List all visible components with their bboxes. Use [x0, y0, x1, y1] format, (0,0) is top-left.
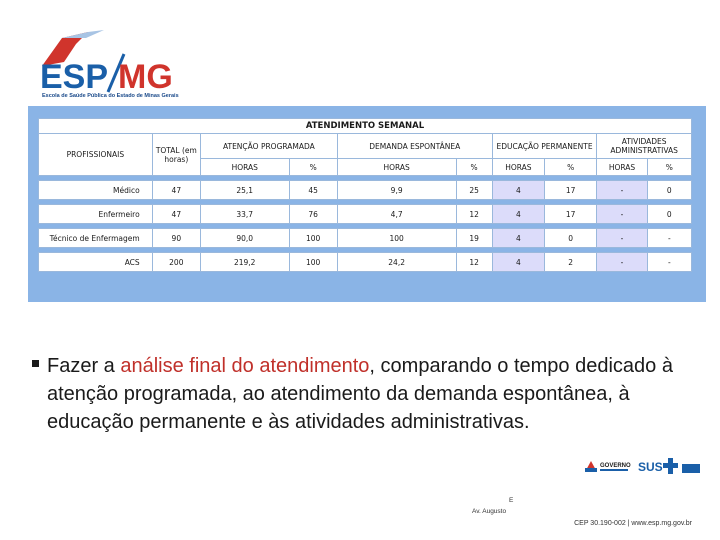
cell-programada-pct: 45	[289, 181, 337, 200]
cell-administrativas-pct: -	[647, 229, 691, 248]
governo-logo	[583, 458, 631, 474]
cell-administrativas-pct: 0	[647, 205, 691, 224]
governo-logo-graphic	[583, 458, 631, 474]
cell-profissional: Enfermeiro	[39, 205, 153, 224]
subheader-pct: %	[456, 159, 492, 176]
subheader-horas: HORAS	[200, 159, 289, 176]
sus-text: SUS	[638, 460, 663, 474]
sus-block-shape	[682, 464, 700, 473]
header-demanda-espontanea: DEMANDA ESPONTÂNEA	[337, 134, 492, 159]
header-atividades-administrativas: ATIVIDADES ADMINISTRATIVAS	[597, 134, 692, 159]
cell-educacao-pct: 17	[545, 205, 597, 224]
subheader-horas: HORAS	[337, 159, 456, 176]
cell-profissional: Médico	[39, 181, 153, 200]
esp-mg-logo-graphic	[36, 22, 186, 102]
logo-mg-text: MG	[118, 58, 173, 96]
governo-underline	[600, 469, 628, 471]
cell-programada-horas: 25,1	[200, 181, 289, 200]
table-row	[39, 253, 692, 272]
cell-programada-pct: 100	[289, 229, 337, 248]
cell-espontanea-horas: 24,2	[337, 253, 456, 272]
table-row	[39, 205, 692, 224]
bullet-text-start: Fazer a	[47, 355, 121, 377]
cell-espontanea-horas: 9,9	[337, 181, 456, 200]
header-total: TOTAL (em horas)	[152, 134, 200, 176]
header-atencao-programada: ATENÇÃO PROGRAMADA	[200, 134, 337, 159]
bullet-highlight: análise final do atendimento	[120, 355, 370, 377]
attendance-table-panel	[28, 106, 706, 302]
cell-espontanea-horas: 4,7	[337, 205, 456, 224]
cell-profissional: Técnico de Enfermagem	[39, 229, 153, 248]
cell-administrativas-horas: -	[597, 253, 647, 272]
cell-programada-horas: 90,0	[200, 229, 289, 248]
attendance-table	[38, 118, 692, 272]
bullet-text-end: , comparando o tempo dedicado à atenção programada, ao atendimento da demanda espontânea, à educação permanente e às atividades administrativas.	[47, 355, 673, 433]
logo-swoosh-shape	[62, 30, 104, 38]
subheader-pct: %	[289, 159, 337, 176]
footer-address: CEP 30.190-002 | www.esp.mg.gov.br	[574, 520, 692, 527]
cell-programada-horas: 219,2	[200, 253, 289, 272]
cell-total: 200	[152, 253, 200, 272]
cell-espontanea-horas: 100	[337, 229, 456, 248]
footer-letter: E	[509, 497, 514, 504]
header-educacao-permanente: EDUCAÇÃO PERMANENTE	[492, 134, 597, 159]
table-header-row	[39, 134, 692, 159]
governo-base-shape	[585, 468, 597, 472]
cell-total: 90	[152, 229, 200, 248]
footer-street: Av. Augusto	[472, 508, 507, 515]
cell-espontanea-pct: 25	[456, 181, 492, 200]
cell-profissional: ACS	[39, 253, 153, 272]
subheader-horas: HORAS	[597, 159, 647, 176]
bullet-body	[47, 352, 692, 436]
cell-educacao-pct: 0	[545, 229, 597, 248]
cell-educacao-horas: 4	[492, 229, 544, 248]
header-profissionais: PROFISSIONAIS	[39, 134, 153, 176]
cell-administrativas-pct: 0	[647, 181, 691, 200]
table-title: ATENDIMENTO SEMANAL	[39, 119, 692, 134]
cell-espontanea-pct: 12	[456, 253, 492, 272]
cell-educacao-horas: 4	[492, 205, 544, 224]
cell-administrativas-horas: -	[597, 205, 647, 224]
cell-total: 47	[152, 181, 200, 200]
bullet-paragraph	[32, 352, 692, 436]
subheader-pct: %	[545, 159, 597, 176]
table-row	[39, 229, 692, 248]
table-row	[39, 181, 692, 200]
subheader-pct: %	[647, 159, 691, 176]
logo-esp-text: ESP	[40, 58, 109, 96]
cell-administrativas-horas: -	[597, 181, 647, 200]
sus-logo-graphic	[638, 456, 702, 476]
governo-text: GOVERNO	[600, 463, 631, 469]
cell-espontanea-pct: 19	[456, 229, 492, 248]
cell-espontanea-pct: 12	[456, 205, 492, 224]
cell-administrativas-horas: -	[597, 229, 647, 248]
sus-cross-bar	[663, 463, 678, 468]
cell-programada-pct: 100	[289, 253, 337, 272]
cell-total: 47	[152, 205, 200, 224]
cell-educacao-pct: 2	[545, 253, 597, 272]
sus-logo	[638, 456, 702, 476]
table-title-row	[39, 119, 692, 134]
subheader-horas: HORAS	[492, 159, 544, 176]
cell-programada-pct: 76	[289, 205, 337, 224]
cell-educacao-horas: 4	[492, 253, 544, 272]
cell-educacao-pct: 17	[545, 181, 597, 200]
cell-administrativas-pct: -	[647, 253, 691, 272]
esp-mg-logo	[36, 22, 186, 102]
logo-subtitle: Escola de Saúde Pública do Estado de Minas Gerais	[42, 93, 179, 99]
cell-educacao-horas: 4	[492, 181, 544, 200]
bullet-square-icon	[32, 360, 39, 367]
cell-programada-horas: 33,7	[200, 205, 289, 224]
